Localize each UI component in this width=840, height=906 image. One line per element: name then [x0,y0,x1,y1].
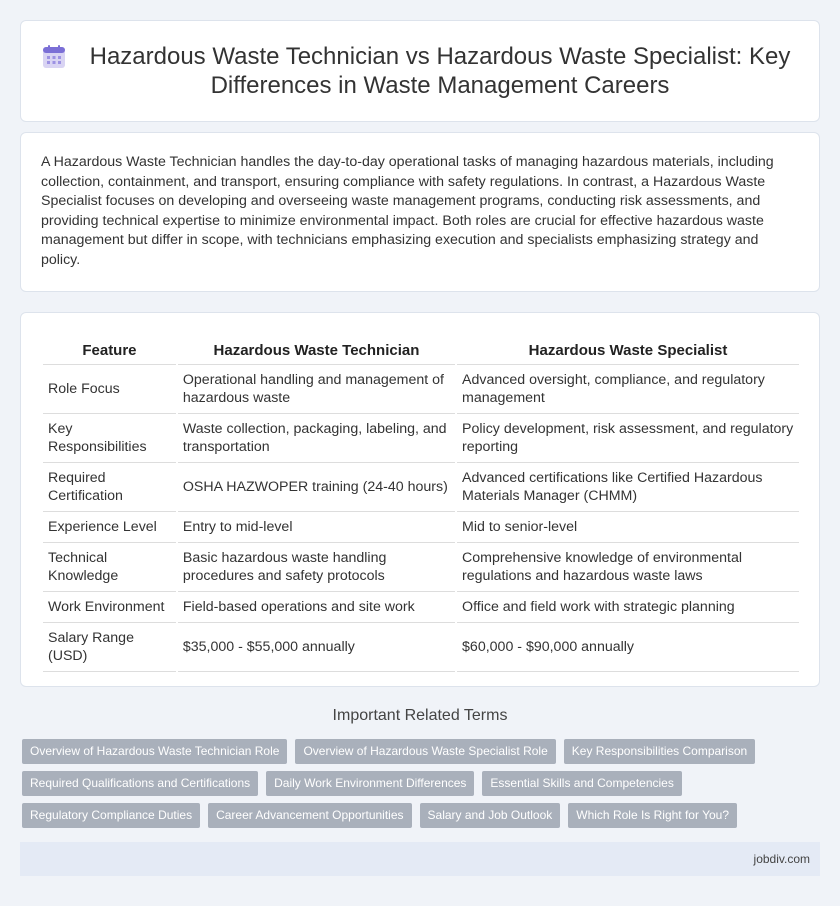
related-terms-heading: Important Related Terms [332,707,508,724]
table-cell-specialist: Policy development, risk assessment, and regulatory reporting [457,414,799,463]
related-term-tag[interactable]: Career Advancement Opportunities [208,803,411,828]
calendar-icon [41,44,67,70]
intro-card [20,132,820,292]
comparison-table-card [20,312,820,687]
table-cell-technician: Waste collection, packaging, labeling, and transportation [178,414,455,463]
table-row [43,623,799,672]
table-row [43,365,799,414]
header-specialist: Hazardous Waste Specialist [457,333,799,365]
page-title: Hazardous Waste Technician vs Hazardous Waste Specialist: Key Differences in Waste Management Careers [89,43,791,99]
table-cell-specialist: Comprehensive knowledge of environmental regulations and hazardous waste laws [457,543,799,592]
table-cell-specialist: $60,000 - $90,000 annually [457,623,799,672]
table-row [43,463,799,512]
intro-paragraph: A Hazardous Waste Technician handles the day-to-day operational tasks of managing hazardous materials, including collection, containment, and transport, ensuring compliance with safety regulations. In contrast, a Hazardous Waste Specialist focuses on developing and overseeing waste management programs, conducting risk assessments, and providing technical expertise to minimize environmental impact. Both roles are crucial for effective hazardous waste management but differ in scope, with technicians emphasizing execution and specialists emphasizing strategy and policy. [41,154,774,268]
table-row [43,543,799,592]
footer-site-link[interactable]: jobdiv.com [753,852,810,866]
comparison-table [41,333,801,672]
header-feature: Feature [43,333,176,365]
table-header-row [43,333,799,365]
table-cell-feature: Work Environment [43,592,176,623]
table-cell-specialist: Office and field work with strategic planning [457,592,799,623]
related-term-tag[interactable]: Overview of Hazardous Waste Technician Role [22,739,287,764]
table-cell-specialist: Advanced certifications like Certified Hazardous Materials Manager (CHMM) [457,463,799,512]
table-row [43,592,799,623]
table-cell-technician: OSHA HAZWOPER training (24-40 hours) [178,463,455,512]
related-term-tag[interactable]: Daily Work Environment Differences [266,771,474,796]
related-term-tag[interactable]: Key Responsibilities Comparison [564,739,755,764]
table-cell-feature: Technical Knowledge [43,543,176,592]
table-cell-feature: Required Certification [43,463,176,512]
related-terms-tags [22,739,822,835]
footer [20,842,820,876]
related-term-tag[interactable]: Which Role Is Right for You? [568,803,737,828]
related-term-tag[interactable]: Required Qualifications and Certifications [22,771,258,796]
table-row [43,414,799,463]
table-cell-feature: Key Responsibilities [43,414,176,463]
related-term-tag[interactable]: Regulatory Compliance Duties [22,803,200,828]
related-term-tag[interactable]: Overview of Hazardous Waste Specialist Role [295,739,555,764]
header-technician: Hazardous Waste Technician [178,333,455,365]
table-cell-technician: Field-based operations and site work [178,592,455,623]
table-cell-feature: Salary Range (USD) [43,623,176,672]
related-term-tag[interactable]: Essential Skills and Competencies [482,771,681,796]
table-cell-technician: $35,000 - $55,000 annually [178,623,455,672]
table-cell-specialist: Mid to senior-level [457,512,799,543]
table-cell-feature: Experience Level [43,512,176,543]
table-cell-technician: Basic hazardous waste handling procedures and safety protocols [178,543,455,592]
header-card [20,20,820,122]
table-cell-technician: Operational handling and management of hazardous waste [178,365,455,414]
table-row [43,512,799,543]
table-cell-feature: Role Focus [43,365,176,414]
related-term-tag[interactable]: Salary and Job Outlook [420,803,561,828]
table-cell-specialist: Advanced oversight, compliance, and regulatory management [457,365,799,414]
table-cell-technician: Entry to mid-level [178,512,455,543]
